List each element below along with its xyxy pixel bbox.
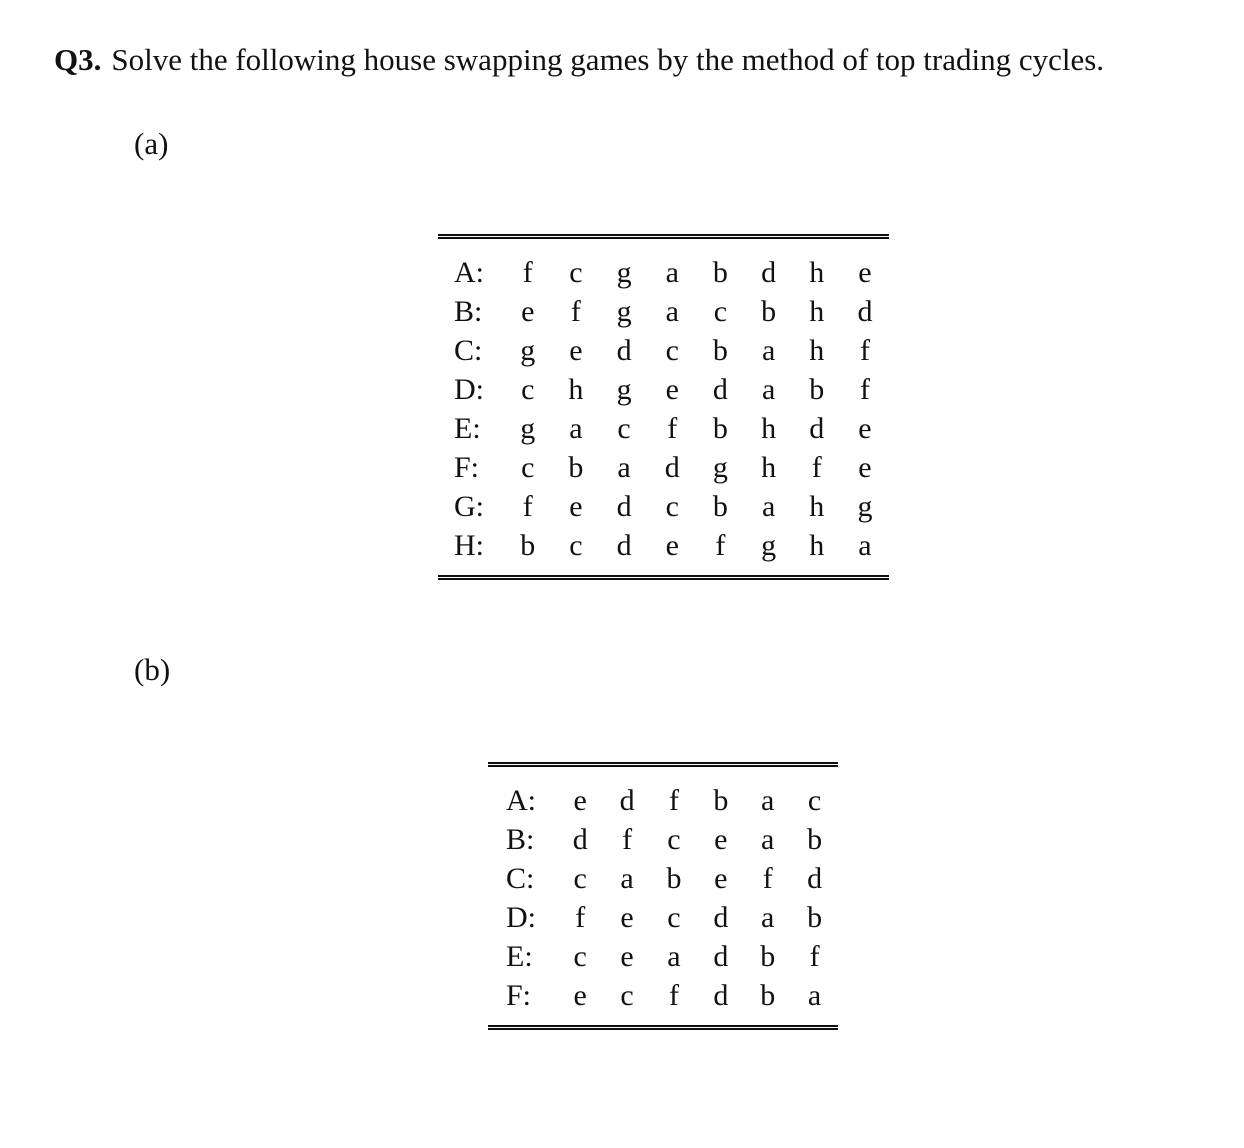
preference-cell: e — [665, 529, 679, 562]
preference-table-b — [488, 762, 838, 1030]
agent-label: A: — [454, 256, 484, 289]
preference-cell: b — [807, 823, 823, 856]
preference-cell: c — [665, 490, 679, 523]
preference-cell: f — [522, 490, 533, 523]
preference-cell: g — [616, 295, 632, 328]
preference-cell: a — [761, 334, 776, 367]
preference-cell: h — [568, 373, 584, 406]
preference-cell: e — [569, 334, 583, 367]
preference-cell: g — [761, 529, 777, 562]
preference-cell: h — [809, 256, 825, 289]
question-number: Q3. — [54, 42, 102, 77]
preference-cell: a — [858, 529, 872, 562]
preference-cell: d — [713, 940, 729, 973]
agent-label: E: — [506, 940, 533, 973]
preference-cell: b — [807, 901, 823, 934]
preference-cell: f — [522, 256, 533, 289]
table-row — [438, 409, 889, 448]
agent-label: D: — [506, 901, 536, 934]
preference-cell: d — [857, 295, 873, 328]
preference-cell: b — [712, 334, 728, 367]
table-row — [438, 253, 889, 292]
preference-cell: f — [667, 412, 678, 445]
preference-cell: g — [712, 451, 728, 484]
preference-cell: a — [761, 823, 775, 856]
preference-cell: a — [569, 412, 583, 445]
preference-cell: e — [521, 295, 535, 328]
preference-cell: d — [572, 823, 588, 856]
agent-label: A: — [506, 784, 536, 817]
preference-cell: e — [858, 256, 872, 289]
question-text — [54, 38, 1104, 82]
preference-cell: d — [664, 451, 680, 484]
preference-cell: d — [619, 784, 635, 817]
agent-label: F: — [454, 451, 480, 484]
preference-cell: d — [616, 334, 632, 367]
table-row — [488, 820, 838, 859]
agent-label: D: — [454, 373, 484, 406]
preference-cell: a — [620, 862, 634, 895]
preference-cell: c — [569, 256, 583, 289]
preference-cell: e — [714, 823, 728, 856]
preference-cell: e — [665, 373, 679, 406]
table-row — [488, 976, 838, 1015]
preference-cell: b — [760, 979, 776, 1012]
preference-cell: h — [809, 334, 825, 367]
preference-cell: c — [667, 901, 681, 934]
table-row — [488, 781, 838, 820]
preference-cell: d — [713, 901, 729, 934]
table-row — [488, 898, 838, 937]
preference-cell: a — [667, 940, 681, 973]
preference-cell: b — [520, 529, 536, 562]
table-row — [438, 526, 889, 565]
preference-cell: c — [620, 979, 634, 1012]
preference-cell: f — [762, 862, 773, 895]
preference-cell: e — [620, 940, 634, 973]
preference-cell: c — [521, 451, 535, 484]
preference-cell: e — [620, 901, 634, 934]
preference-cell: c — [665, 334, 679, 367]
agent-label: E: — [454, 412, 481, 445]
preference-cell: b — [666, 862, 682, 895]
preference-cell: g — [616, 373, 632, 406]
preference-cell: a — [761, 490, 776, 523]
agent-label: H: — [454, 529, 484, 562]
agent-label: B: — [454, 295, 483, 328]
preference-cell: f — [668, 979, 679, 1012]
preference-cell: a — [617, 451, 631, 484]
preference-cell: e — [573, 784, 587, 817]
table-row — [438, 370, 889, 409]
preference-cell: e — [569, 490, 583, 523]
preference-cell: f — [570, 295, 581, 328]
preference-cell: c — [573, 940, 587, 973]
preference-cell: g — [857, 490, 873, 523]
preference-cell: f — [859, 334, 870, 367]
preference-cell: d — [713, 979, 729, 1012]
preference-cell: b — [761, 295, 777, 328]
preference-cell: d — [807, 862, 823, 895]
preference-cell: b — [760, 940, 776, 973]
preference-cell: b — [713, 784, 729, 817]
table-row — [438, 487, 889, 526]
preference-cell: b — [712, 490, 728, 523]
part-a-label: (a) — [134, 126, 169, 161]
preference-cell: f — [575, 901, 586, 934]
preference-table-a — [438, 234, 889, 580]
preference-cell: c — [713, 295, 728, 328]
preference-cell: f — [859, 373, 870, 406]
preference-cell: d — [712, 373, 728, 406]
preference-cell: c — [807, 784, 822, 817]
agent-label: B: — [506, 823, 535, 856]
preference-cell: a — [761, 784, 775, 817]
preference-cell: f — [809, 940, 820, 973]
preference-cell: d — [616, 529, 632, 562]
preference-cell: c — [569, 529, 583, 562]
preference-cell: e — [714, 862, 728, 895]
preference-cell: c — [521, 373, 535, 406]
preference-cell: a — [665, 256, 679, 289]
part-b-label: (b) — [134, 652, 171, 687]
table-row — [438, 292, 889, 331]
preference-cell: a — [761, 373, 776, 406]
agent-label: C: — [506, 862, 535, 895]
preference-cell: c — [617, 412, 631, 445]
table-row — [438, 331, 889, 370]
agent-label: G: — [454, 490, 484, 523]
preference-cell: b — [809, 373, 825, 406]
preference-cell: b — [712, 412, 728, 445]
preference-cell: g — [520, 412, 536, 445]
preference-cell: a — [807, 979, 822, 1012]
preference-cell: d — [809, 412, 825, 445]
preference-cell: h — [809, 490, 825, 523]
agent-label: C: — [454, 334, 483, 367]
preference-cell: g — [520, 334, 536, 367]
question-prompt: Solve the following house swapping games by the method of top trading cycles. — [111, 42, 1105, 77]
preference-cell: a — [761, 901, 775, 934]
preference-cell: e — [858, 451, 872, 484]
preference-cell: h — [761, 451, 777, 484]
table-row — [488, 859, 838, 898]
preference-cell: f — [668, 784, 679, 817]
preference-cell: h — [761, 412, 777, 445]
preference-cell: h — [809, 295, 825, 328]
preference-cell: c — [573, 862, 587, 895]
table-row — [488, 937, 838, 976]
preference-cell: g — [616, 256, 632, 289]
preference-cell: e — [573, 979, 587, 1012]
preference-cell: a — [665, 295, 679, 328]
table-row — [438, 448, 889, 487]
preference-cell: f — [811, 451, 822, 484]
preference-cell: h — [809, 529, 825, 562]
preference-cell: b — [568, 451, 584, 484]
preference-cell: f — [715, 529, 726, 562]
preference-cell: e — [858, 412, 872, 445]
preference-cell: f — [622, 823, 633, 856]
agent-label: F: — [506, 979, 532, 1012]
preference-cell: d — [616, 490, 632, 523]
preference-cell: d — [761, 256, 777, 289]
preference-cell: c — [667, 823, 681, 856]
preference-cell: b — [712, 256, 728, 289]
